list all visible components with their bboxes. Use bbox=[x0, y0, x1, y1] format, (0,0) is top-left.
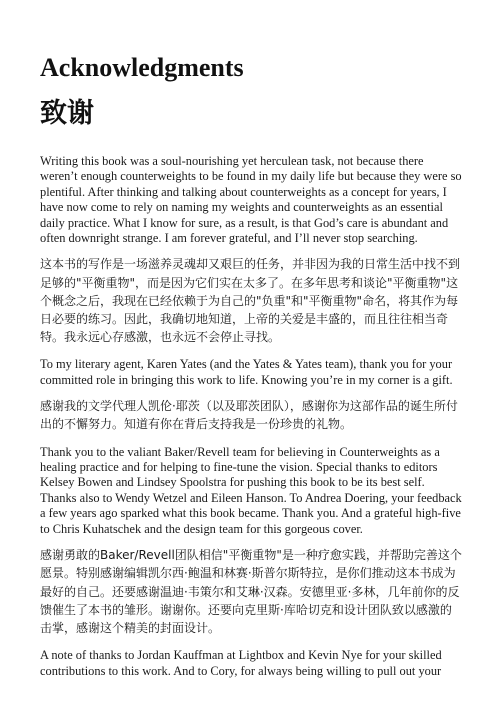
page-title-chinese: 致谢 bbox=[40, 98, 94, 129]
paragraph-1-chinese: 这本书的写作是一场滋养灵魂却又艰巨的任务，并非因为我的日常生活中找不到足够的"平衡重物"，而是因为它们实在太多了。在多年思考和谈论"平衡重物"这个概念之后，我现在已经依赖于为自己的"负重"和"平衡重物"命名，将其作为每日必要的练习。因此，我确切地知道，上帝的关爱是丰盛的，而且往往相当奇特。我永远心存感激，也永远不会停止寻找。 bbox=[40, 257, 461, 345]
paragraph-2-english: To my literary agent, Karen Yates (and the Yates & Yates team), thank you for your committed role in bringing this work to life. Knowing you’re in my corner is a gift. bbox=[40, 357, 453, 387]
paragraph-3-chinese: 感谢勇敢的Baker/Revell团队相信"平衡重物"是一种疗愈实践，并帮助完善这个愿景。特别感谢编辑凯尔西·鲍温和林赛·斯普尔斯特拉，是你们推动这本书成为最好的自己。还要感谢温迪·韦策尔和艾琳·汉森。安德里亚·多林，几年前你的反馈催生了本书的雏形。谢谢你。还要向克里斯·库哈切克和设计团队致以感激的击掌，感谢这个精美的封面设计。 bbox=[40, 548, 462, 635]
paragraph-2-chinese: 感谢我的文学代理人凯伦·耶茨（以及耶茨团队），感谢你为这部作品的诞生所付出的不懈努力。知道有你在背后支持我是一份珍贵的礼物。 bbox=[40, 399, 458, 432]
page bbox=[40, 52, 462, 679]
page-title-english: Acknowledgments bbox=[40, 53, 244, 82]
paragraph-3-english: Thank you to the valiant Baker/Revell team for believing in Counterweights as a healing practice and for helping to fine-tune the vision. Special thanks to editors Kelsey Bowen and Lindsey Spoolstra for pushing this book to be its best self. Thanks also to Wendy Wetzel and Eileen Hanson. To Andrea Doering, your feedback a few years ago sparked what this book became. Thank you. And a grateful high-five to Chris Kuhatschek and the design team for this gorgeous cover. bbox=[40, 444, 462, 536]
paragraph-1-english: Writing this book was a soul-nourishing yet herculean task, not because there weren’t enough counterweights to be found in my daily life but because they were so plentiful. After thinking and talking about counterweights as a concept for years, I have now come to rely on naming my weights and counterweights as an essential daily practice. What I know for sure, as a result, is that God’s care is abundant and often downright strange. I am forever grateful, and I’ll never stop searching. bbox=[40, 154, 462, 246]
paragraph-4-english: A note of thanks to Jordan Kauffman at Lightbox and Kevin Nye for your skilled contributions to this work. And to Cory, for always being willing to pull out your bbox=[40, 648, 442, 678]
